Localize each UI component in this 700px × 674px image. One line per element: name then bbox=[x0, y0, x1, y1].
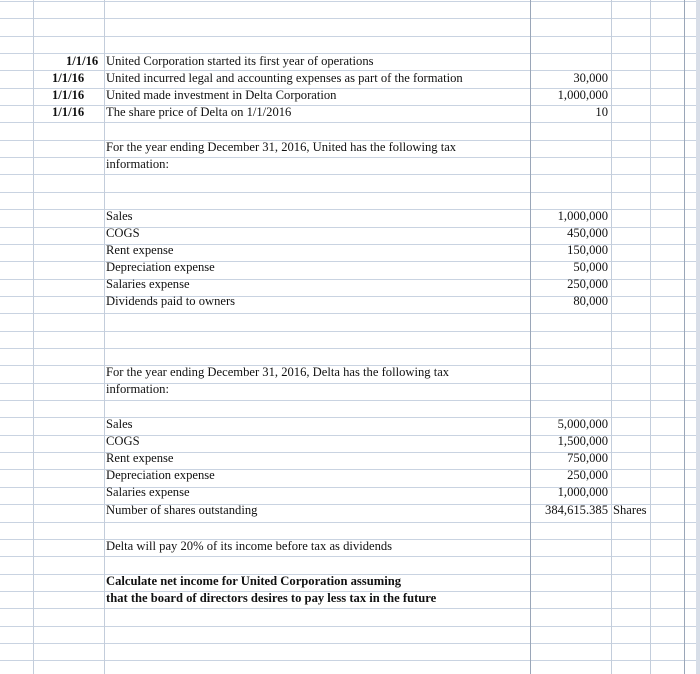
event-value[interactable]: 1,000,000 bbox=[557, 88, 608, 102]
window-edge bbox=[696, 0, 700, 674]
united-item-label[interactable]: Salaries expense bbox=[106, 277, 190, 291]
united-item-value[interactable]: 50,000 bbox=[573, 260, 608, 274]
grid-row-line bbox=[0, 400, 700, 401]
event-value[interactable]: 30,000 bbox=[573, 71, 608, 85]
event-description[interactable]: The share price of Delta on 1/1/2016 bbox=[106, 105, 292, 119]
united-item-label[interactable]: COGS bbox=[106, 226, 140, 240]
event-description[interactable]: United incurred legal and accounting expenses as part of the formation bbox=[106, 71, 463, 85]
grid-row-line bbox=[0, 192, 700, 193]
event-date[interactable]: 1/1/16 bbox=[52, 88, 85, 102]
event-date[interactable]: 1/1/16 bbox=[66, 54, 99, 68]
delta-item-label[interactable]: Salaries expense bbox=[106, 485, 190, 499]
delta-item-value[interactable]: 5,000,000 bbox=[557, 417, 608, 431]
grid-column-line bbox=[104, 0, 105, 674]
grid-row-line bbox=[0, 122, 700, 123]
delta-item-value[interactable]: 750,000 bbox=[567, 451, 608, 465]
delta-item-value[interactable]: 1,500,000 bbox=[557, 434, 608, 448]
grid-row-line bbox=[0, 331, 700, 332]
grid-row-line bbox=[0, 313, 700, 314]
question-line-2[interactable]: that the board of directors desires to pay less tax in the future bbox=[106, 591, 437, 605]
united-item-value[interactable]: 150,000 bbox=[567, 243, 608, 257]
grid-column-line bbox=[650, 0, 651, 674]
united-item-value[interactable]: 1,000,000 bbox=[557, 209, 608, 223]
grid-row-line bbox=[0, 522, 700, 523]
united-item-label[interactable]: Depreciation expense bbox=[106, 260, 215, 274]
grid-row-line bbox=[0, 626, 700, 627]
grid-row-line bbox=[0, 36, 700, 37]
dividend-note[interactable]: Delta will pay 20% of its income before tax as dividends bbox=[106, 539, 393, 553]
grid-column-line bbox=[33, 0, 34, 674]
grid-row-line bbox=[0, 1, 700, 2]
event-date[interactable]: 1/1/16 bbox=[52, 105, 85, 119]
delta-item-label[interactable]: Depreciation expense bbox=[106, 468, 215, 482]
united-item-label[interactable]: Rent expense bbox=[106, 243, 174, 257]
question-line-1[interactable]: Calculate net income for United Corporation assuming bbox=[106, 574, 402, 588]
event-description[interactable]: United made investment in Delta Corporation bbox=[106, 88, 337, 102]
grid-row-line bbox=[0, 643, 700, 644]
united-item-value[interactable]: 80,000 bbox=[573, 294, 608, 308]
grid-row-line bbox=[0, 174, 700, 175]
event-date[interactable]: 1/1/16 bbox=[52, 71, 85, 85]
delta-intro[interactable]: For the year ending December 31, 2016, Delta has the following tax information: bbox=[106, 365, 450, 396]
grid-column-line bbox=[530, 0, 531, 674]
grid-row-line bbox=[0, 348, 700, 349]
event-value[interactable]: 10 bbox=[595, 105, 608, 119]
delta-item-value[interactable]: 384,615.385 bbox=[545, 503, 608, 517]
united-intro[interactable]: For the year ending December 31, 2016, United has the following tax information: bbox=[106, 140, 457, 171]
united-item-value[interactable]: 250,000 bbox=[567, 277, 608, 291]
grid-row-line bbox=[0, 660, 700, 661]
delta-item-label[interactable]: COGS bbox=[106, 434, 140, 448]
grid-column-line bbox=[611, 0, 612, 674]
delta-item-value[interactable]: 250,000 bbox=[567, 468, 608, 482]
delta-item-label[interactable]: Sales bbox=[106, 417, 133, 431]
event-description[interactable]: United Corporation started its first year of operations bbox=[106, 54, 374, 68]
united-item-label[interactable]: Sales bbox=[106, 209, 133, 223]
united-item-label[interactable]: Dividends paid to owners bbox=[106, 294, 236, 308]
delta-item-unit[interactable]: Shares bbox=[613, 503, 647, 517]
grid-column-line bbox=[684, 0, 685, 674]
grid-row-line bbox=[0, 18, 700, 19]
delta-item-value[interactable]: 1,000,000 bbox=[557, 485, 608, 499]
grid-row-line bbox=[0, 556, 700, 557]
delta-item-label[interactable]: Number of shares outstanding bbox=[106, 503, 258, 517]
united-item-value[interactable]: 450,000 bbox=[567, 226, 608, 240]
grid-row-line bbox=[0, 608, 700, 609]
delta-item-label[interactable]: Rent expense bbox=[106, 451, 174, 465]
